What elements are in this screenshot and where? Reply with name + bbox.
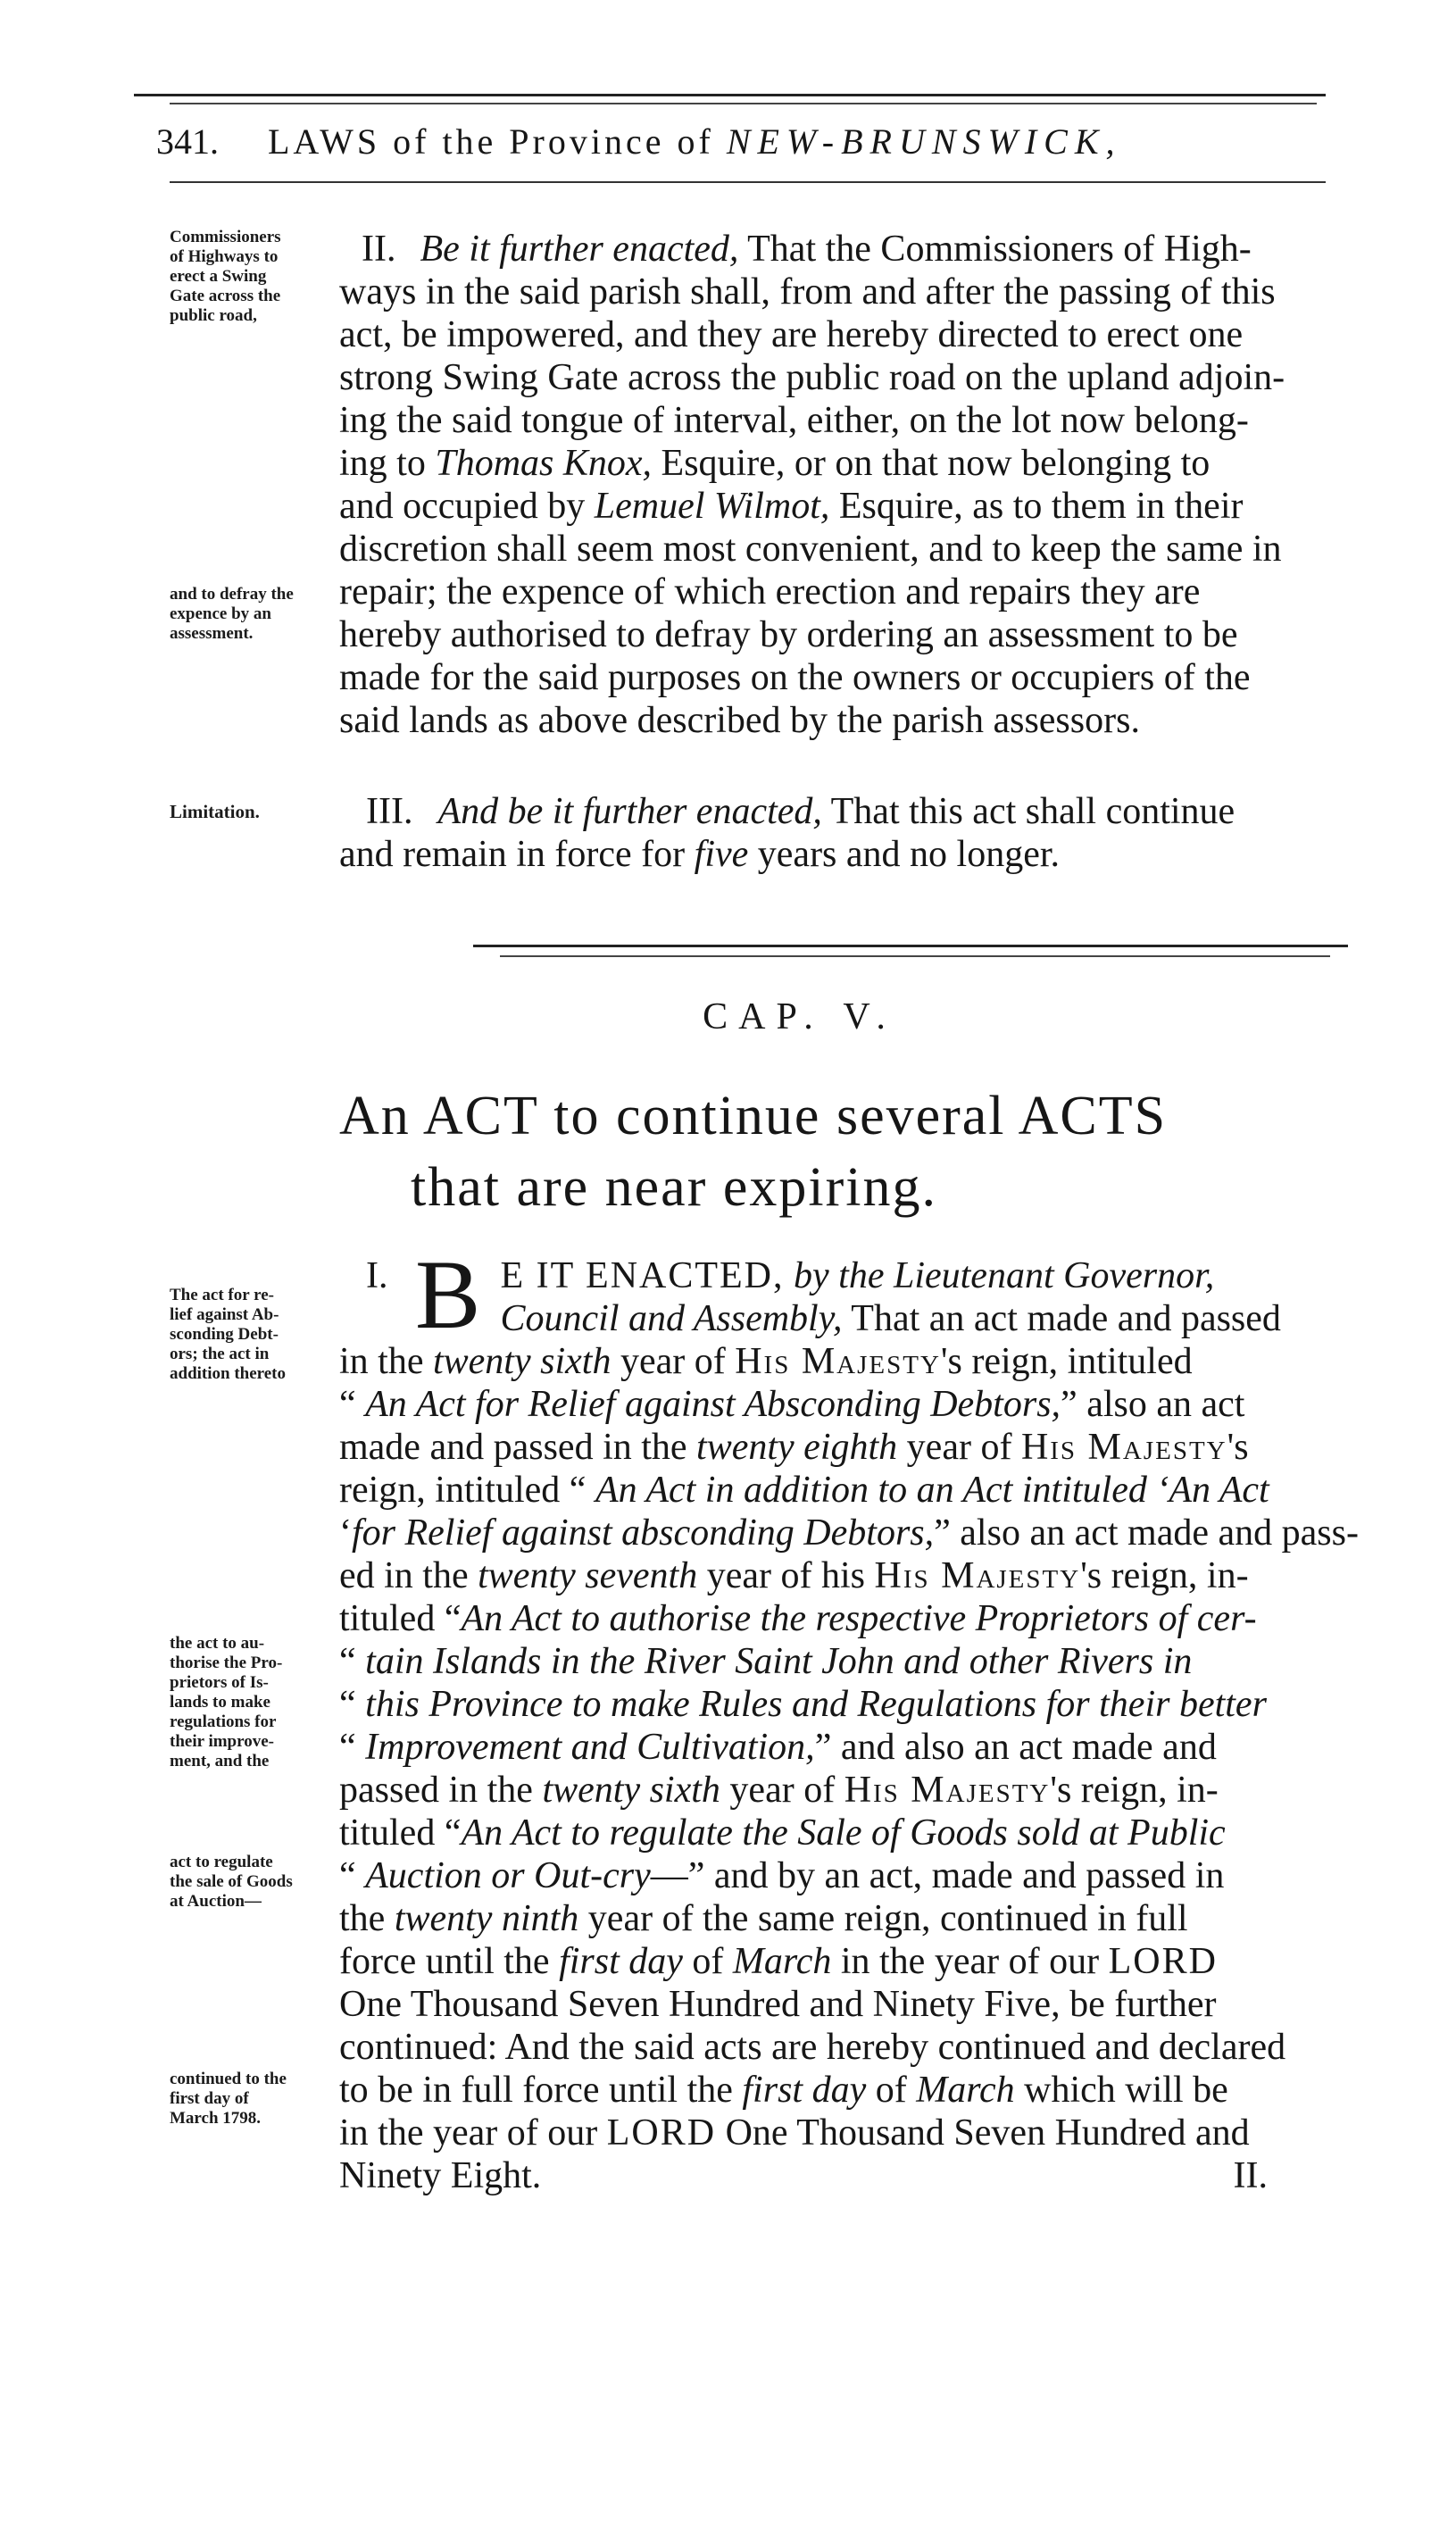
act-name: for Relief against absconding Debtors,: [352, 1512, 935, 1554]
text-fragment: twenty ninth: [394, 1898, 579, 1939]
act-name: An Act in addition to an Act intituled ‘An Act: [595, 1470, 1269, 1511]
act-name: Improvement and Cultivation,: [365, 1727, 815, 1768]
text-fragment: 's reign, in-: [1050, 1770, 1219, 1811]
text-fragment: twenty sixth: [432, 1341, 612, 1382]
text-fragment: ing to: [339, 443, 426, 484]
margin-note-absconding-debtors: [170, 1286, 330, 1384]
text-line: [339, 1340, 1330, 1383]
section-3-text: [339, 790, 1330, 876]
section-1-text: [339, 1254, 1359, 2197]
person-name: Thomas Knox,: [435, 443, 653, 484]
text-fragment: tituled “: [339, 1812, 462, 1854]
text-line: [339, 1597, 1330, 1640]
margin-note-line: thorise the Pro-: [170, 1654, 283, 1672]
margin-note-line: Gate across the: [170, 287, 281, 305]
page-header: [134, 94, 1326, 192]
text-fragment: “: [339, 1684, 356, 1725]
text-line: [339, 1726, 1330, 1769]
act-name: An Act for Relief against Absconding Debtors,: [365, 1384, 1061, 1425]
text-fragment: of: [692, 1941, 724, 1982]
text-line: [339, 833, 1330, 876]
text-line: [339, 1640, 1330, 1683]
text-fragment: ” and also an act made and: [814, 1727, 1217, 1768]
margin-note-line: lief against Ab-: [170, 1305, 279, 1324]
catchword: II.: [1233, 2155, 1268, 2196]
text-line: [339, 1769, 1330, 1812]
text-line: strong Swing Gate across the public road on the upland adjoin-: [339, 357, 1285, 398]
text-line: made for the said purposes on the owners or occupiers of the: [339, 657, 1251, 698]
margin-note-line: ors; the act in: [170, 1345, 270, 1363]
text-line: [339, 2112, 1330, 2154]
text-fragment: year of: [620, 1341, 726, 1382]
text-fragment: ” also an act: [1061, 1384, 1245, 1425]
section-separator-rule: [473, 945, 1348, 947]
margin-note-line: sconding Debt-: [170, 1325, 279, 1344]
header-rule-under: [170, 181, 1326, 183]
text-line: [339, 1469, 1330, 1512]
running-title: [268, 121, 1122, 162]
text-fragment: which will be: [1024, 2070, 1228, 2111]
text-fragment: reign, intituled “: [339, 1470, 587, 1511]
act-title-line-2: that are near expiring.: [411, 1157, 937, 1218]
act-name: tain Islands in the River Saint John and other Rivers in: [365, 1641, 1193, 1682]
text-fragment: year of: [906, 1427, 1012, 1468]
text-fragment: in the: [339, 1341, 424, 1382]
text-fragment: That this act shall continue: [830, 791, 1236, 832]
text-fragment: “: [339, 1641, 356, 1682]
text-fragment: twenty sixth: [542, 1770, 720, 1811]
text-fragment: year of his: [706, 1555, 865, 1596]
text-fragment: “: [339, 1855, 356, 1896]
text-line: [339, 1897, 1330, 1940]
header-rule-second: [170, 103, 1317, 104]
text-fragment: and remain in force for: [339, 834, 686, 875]
text-line: [339, 1940, 1330, 1983]
margin-note-line: public road,: [170, 306, 257, 325]
margin-note-line: their improve-: [170, 1732, 274, 1751]
text-line: [339, 1383, 1330, 1426]
text-fragment: March: [916, 2070, 1015, 2111]
margin-note-line: the act to au-: [170, 1634, 265, 1653]
text-line: continued: And the said acts are hereby continued and declared: [339, 2027, 1286, 2068]
text-line: repair; the expence of which erection and repairs they are: [339, 571, 1201, 612]
section-number: I.: [366, 1255, 388, 1296]
section-2-text: [339, 228, 1330, 742]
enacting-caps: E IT ENACTED,: [500, 1255, 785, 1296]
margin-note-line: The act for re-: [170, 1286, 274, 1304]
text-fragment: March: [732, 1941, 832, 1982]
text-fragment: year of the same reign, continued in full: [587, 1898, 1188, 1939]
text-line: hereby authorised to defray by ordering an assessment to be: [339, 614, 1238, 655]
enacting-authority: by the Lieutenant Governor,: [794, 1255, 1215, 1296]
text-line: ing the said tongue of interval, either, on the lot now belong-: [339, 400, 1249, 441]
text-line: [339, 1683, 1330, 1726]
margin-note-line: regulations for: [170, 1712, 277, 1731]
enacting-clause: Be it further enacted,: [420, 229, 739, 270]
text-fragment: Esquire, or on that now belonging to: [661, 443, 1211, 484]
page-number: 341.: [156, 121, 219, 162]
margin-note-line: continued to the: [170, 2070, 287, 2088]
text-line: One Thousand Seven Hundred and Ninety Five, be further: [339, 1984, 1217, 2025]
enacting-clause: And be it further enacted,: [437, 791, 822, 832]
text-fragment: twenty seventh: [478, 1555, 698, 1596]
margin-note-continued: [170, 2070, 330, 2129]
chapter-heading: CAP. V.: [703, 996, 896, 1037]
majesty-text: His Majesty: [735, 1341, 941, 1382]
majesty-text: His Majesty: [844, 1770, 1051, 1811]
margin-note-line: ment, and the: [170, 1752, 270, 1770]
text-fragment: ” also an act made and pass-: [934, 1512, 1359, 1554]
margin-note-line: act to regulate: [170, 1853, 273, 1871]
margin-note-line: at Auction—: [170, 1892, 262, 1911]
text-fragment: the: [339, 1898, 386, 1939]
margin-note-line: expence by an: [170, 604, 271, 623]
act-name: An Act to regulate the Sale of Goods sold at Public: [461, 1812, 1226, 1854]
text-fragment: twenty eighth: [696, 1427, 898, 1468]
text-fragment: of: [875, 2070, 907, 2111]
text-line: [339, 442, 1330, 485]
text-fragment: years and no longer.: [757, 834, 1061, 875]
margin-note-line: March 1798.: [170, 2109, 262, 2128]
text-fragment: 's reign, in-: [1080, 1555, 1249, 1596]
text-fragment: year of: [729, 1770, 836, 1811]
running-title-province: NEW-BRUNSWICK,: [726, 121, 1122, 162]
text-fragment: Esquire, as to them in their: [838, 486, 1244, 527]
text-line: discretion shall seem most convenient, and to keep the same in: [339, 529, 1282, 570]
margin-note-line: addition thereto: [170, 1364, 287, 1383]
text-fragment: force until the: [339, 1941, 550, 1982]
section-number: III.: [366, 791, 413, 832]
margin-note-auction: [170, 1853, 330, 1912]
act-name: Auction or Out-cry: [365, 1855, 651, 1896]
margin-note-expence: [170, 585, 330, 644]
margin-note-limitation: Limitation.: [170, 801, 260, 822]
majesty-text: His Majesty: [1020, 1427, 1227, 1468]
margin-note-line: prietors of Is-: [170, 1673, 269, 1692]
drop-cap: B: [415, 1240, 481, 1349]
text-fragment: “: [339, 1727, 356, 1768]
margin-note-line: first day of: [170, 2089, 249, 2108]
text-fragment: One Thousand Seven Hundred and: [725, 2112, 1250, 2154]
text-fragment: and occupied by: [339, 486, 586, 527]
majesty-text: His Majesty: [874, 1555, 1081, 1596]
text-fragment: tituled “: [339, 1598, 462, 1639]
margin-note-line: assessment.: [170, 624, 254, 643]
text-fragment: “: [339, 1384, 356, 1425]
text-line: [339, 1254, 1330, 1297]
text-fragment: first day: [742, 2070, 867, 2111]
text-fragment: five: [694, 834, 749, 875]
text-fragment: first day: [559, 1941, 683, 1982]
text-line: said lands as above described by the parish assessors.: [339, 700, 1140, 741]
section-separator-rule-second: [500, 955, 1330, 957]
text-fragment: 's: [1227, 1427, 1249, 1468]
margin-note-line: the sale of Goods: [170, 1872, 293, 1891]
text-fragment: Council and Assembly,: [500, 1298, 843, 1339]
act-name: An Act to authorise the respective Proprietors of cer-: [461, 1598, 1257, 1639]
text-line: [339, 1426, 1330, 1469]
text-line: [339, 1297, 1330, 1340]
text-fragment: passed in the: [339, 1770, 533, 1811]
text-line: ways in the said parish shall, from and after the passing of this: [339, 271, 1276, 312]
margin-note-line: Commissioners: [170, 228, 281, 246]
text-line: [339, 1812, 1330, 1854]
text-fragment: That the Commissioners of High-: [747, 229, 1252, 270]
section-number: II.: [362, 229, 396, 270]
text-line: [339, 485, 1330, 528]
act-title-line-1: An ACT to continue several ACTS: [339, 1086, 1168, 1146]
text-fragment: 's reign, intituled: [940, 1341, 1193, 1382]
running-title-prefix: LAWS of the Province of: [268, 121, 714, 162]
text-fragment: ‘: [339, 1512, 352, 1554]
text-line: [339, 1554, 1330, 1597]
text-fragment: to be in full force until the: [339, 2070, 733, 2111]
text-fragment: ed in the: [339, 1555, 469, 1596]
margin-note-swing-gate: [170, 228, 330, 326]
text-fragment: made and passed in the: [339, 1427, 687, 1468]
lord-text: LORD: [1108, 1941, 1218, 1982]
text-fragment: in the year of our: [840, 1941, 1100, 1982]
text-line: act, be impowered, and they are hereby directed to erect one: [339, 314, 1244, 355]
text-line: [339, 790, 1330, 833]
header-rule-top: [134, 94, 1326, 96]
text-line: [339, 1854, 1330, 1897]
margin-note-islands: [170, 1634, 330, 1771]
text-fragment: —” and by an act, made and passed in: [650, 1855, 1225, 1896]
text-fragment: That an act made and passed: [851, 1298, 1281, 1339]
margin-note-line: erect a Swing: [170, 267, 267, 286]
margin-note-line: and to defray the: [170, 585, 294, 604]
text-line: [339, 1512, 1359, 1554]
text-line: [339, 2154, 1330, 2197]
person-name: Lemuel Wilmot,: [594, 486, 830, 527]
text-fragment: Ninety Eight.: [339, 2155, 542, 2196]
lord-text: LORD: [606, 2112, 717, 2154]
text-fragment: in the year of our: [339, 2112, 598, 2154]
margin-note-line: lands to make: [170, 1693, 270, 1712]
text-line: [339, 228, 1330, 271]
text-line: [339, 2069, 1330, 2112]
margin-note-line: of Highways to: [170, 247, 279, 266]
act-name: this Province to make Rules and Regulations for their better: [365, 1684, 1267, 1725]
